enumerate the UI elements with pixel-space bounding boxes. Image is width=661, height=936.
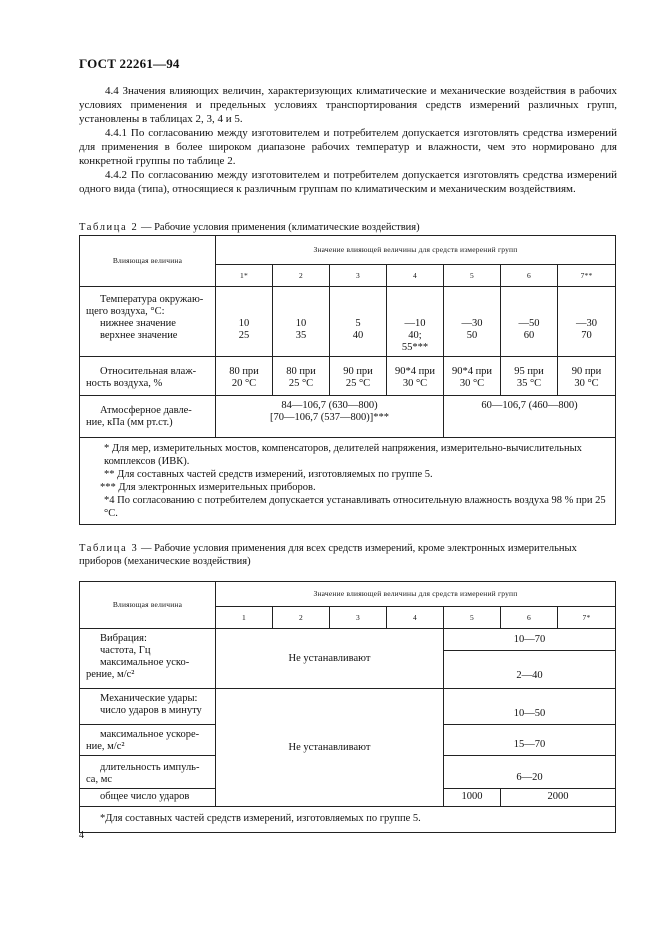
note-4: *4 По согласованию с потребителем допускается устанавливать относительную влажность воздуха 98 % при 25 °С. <box>104 495 606 519</box>
intro-text <box>79 84 617 196</box>
value: —10 <box>404 318 426 329</box>
paragraph-4-4-1: 4.4.1 По согласованию между изготовителем и потребителем допускается изготовлять средства измерений для применения в более широком диапазоне рабочих температур и влажности, чем это нормировано для конкретной группы по таблице 2. <box>79 127 617 167</box>
table2-row-humidity <box>80 357 616 396</box>
value: 90*4 при <box>394 366 436 377</box>
table3-header-param: Влияющая величина <box>80 582 216 629</box>
vibration-accel-label: максимальное уско- <box>100 657 190 668</box>
paragraph-4-4-2: 4.4.2 По согласованию между изготовителем и потребителем допускается изготовлять средства измерений одного вида (типа), относящиеся к различным группам по климатическим и механическим воздействиям. <box>79 169 617 195</box>
table3-row-shock-rate <box>80 689 616 725</box>
table2-notes <box>80 438 616 525</box>
pressure-label-line: Атмосферное давле- <box>100 405 192 416</box>
shock-total-label-line: общее число ударов <box>100 791 190 802</box>
value: 10 <box>295 318 307 329</box>
table2-group-3: 3 <box>330 265 387 287</box>
temperature-label-line: Температура окружаю- <box>100 294 204 305</box>
note-2: ** Для составных частей средств измерений, изготовляемых по группе 5. <box>104 469 433 480</box>
shock-accel-label-line: ние, м/с² <box>86 741 125 752</box>
temperature-group-5 <box>444 287 501 357</box>
value: 90*4 при <box>451 366 493 377</box>
table2-caption-label: Таблица 2 <box>79 222 139 233</box>
table2-group-5: 5 <box>444 265 501 287</box>
value: 30 °С <box>402 378 428 389</box>
value: 40 <box>352 330 364 341</box>
table2-group-2: 2 <box>273 265 330 287</box>
temperature-group-1 <box>216 287 273 357</box>
note-1: * Для мер, измерительных мостов, компенсаторов, делителей напряжения, измерительно-вычислительных комплексов (ИВК). <box>104 443 582 467</box>
humidity-label <box>80 357 216 396</box>
pressure-label <box>80 396 216 438</box>
shock-accel-value: 15—70 <box>444 725 616 756</box>
value: 25 °С <box>288 378 314 389</box>
humidity-group-1 <box>216 357 273 396</box>
pressure-label-line: ние, кПа (мм рт.ст.) <box>86 417 173 428</box>
table2-caption <box>79 221 619 234</box>
value: 20 °С <box>231 378 257 389</box>
table2-group-1: 1* <box>216 265 273 287</box>
humidity-label-line: Относительная влаж- <box>100 366 197 377</box>
shock-duration-label-line: длительность импуль- <box>100 762 200 773</box>
humidity-label-line: ность воздуха, % <box>86 378 163 389</box>
page-number: 4 <box>79 830 84 841</box>
table2-caption-text: — Рабочие условия применения (климатические воздействия) <box>138 222 420 233</box>
humidity-group-2 <box>273 357 330 396</box>
shock-title-rate-label <box>80 689 216 725</box>
table3-mechanical <box>79 581 616 833</box>
vibration-freq-value: 10—70 <box>444 629 616 651</box>
temperature-lower-label: нижнее значение <box>100 318 176 329</box>
shock-duration-label <box>80 756 216 789</box>
vibration-not-set: Не устанавливают <box>216 629 444 689</box>
table3-group-6: 6 <box>501 607 558 629</box>
table3-notes-row <box>80 807 616 833</box>
table3-caption <box>79 542 619 568</box>
temperature-group-7 <box>558 287 616 357</box>
value: 90 при <box>343 366 373 377</box>
shock-duration-label-line: са, мс <box>86 774 113 785</box>
value: 60 <box>523 330 535 341</box>
value: [70—106,7 (537—800)]*** <box>270 412 389 423</box>
value: —30 <box>576 318 597 329</box>
vibration-label <box>80 629 216 689</box>
value: 84—106,7 (630—800) <box>281 400 378 411</box>
temperature-label-line: щего воздуха, °С: <box>86 306 165 317</box>
value: 35 <box>295 330 307 341</box>
document-header: ГОСТ 22261—94 <box>79 56 180 71</box>
value: 50 <box>466 330 478 341</box>
table2-group-6: 6 <box>501 265 558 287</box>
value: 80 при <box>286 366 316 377</box>
shock-accel-label <box>80 725 216 756</box>
table3-group-7: 7* <box>558 607 616 629</box>
table3-group-3: 3 <box>330 607 387 629</box>
value: 30 °С <box>459 378 485 389</box>
shock-title: Механические удары: <box>100 693 198 704</box>
value: 5 <box>355 318 361 329</box>
vibration-accel-value: 2—40 <box>444 651 616 689</box>
shock-not-set: Не устанавливают <box>216 689 444 807</box>
value: 30 °С <box>574 378 599 389</box>
table3-note: *Для составных частей средств измерений, изготовляемых по группе 5. <box>100 813 421 824</box>
table3-header-groups: Значение влияющей величины для средств измерений групп <box>216 582 616 607</box>
value: —30 <box>461 318 483 329</box>
table3-group-1: 1 <box>216 607 273 629</box>
humidity-group-7 <box>558 357 616 396</box>
table3-group-5: 5 <box>444 607 501 629</box>
shock-total-label <box>80 789 216 807</box>
paragraph-4-4: 4.4 Значения влияющих величин, характеризующих климатические и механические воздействия в рабочих условиях применения и предельных условиях транспортирования средств измерений различных групп, установлены в таблицах 2, 3, 4 и 5. <box>79 85 617 125</box>
temperature-group-3 <box>330 287 387 357</box>
temperature-upper-label: верхнее значение <box>100 330 178 341</box>
humidity-group-6 <box>501 357 558 396</box>
pressure-groups-5-7: 60—106,7 (460—800) <box>444 396 616 438</box>
table2-header-param: Влияющая величина <box>80 236 216 287</box>
shock-duration-value: 6—20 <box>444 756 616 789</box>
table2-group-7: 7** <box>558 265 616 287</box>
shock-rate-label: число ударов в минуту <box>100 705 202 716</box>
value: 80 при <box>229 366 259 377</box>
value: 90 при <box>571 366 602 377</box>
table3-group-4: 4 <box>387 607 444 629</box>
table2-notes-row <box>80 438 616 525</box>
value: 55*** <box>401 342 429 353</box>
vibration-accel-label: рение, м/с² <box>86 669 135 680</box>
value: 40; <box>408 330 422 341</box>
table2-header-groups: Значение влияющей величины для средств измерений групп <box>216 236 616 265</box>
table2-row-pressure <box>80 396 616 438</box>
value: 70 <box>581 330 592 341</box>
humidity-group-4 <box>387 357 444 396</box>
table3-notes <box>80 807 616 833</box>
value: 95 при <box>514 366 544 377</box>
table3-caption-text: — Рабочие условия применения для всех средств измерений, кроме электронных измерительных приборов (механические воздействия) <box>79 543 577 567</box>
value: 35 °С <box>516 378 542 389</box>
table2-row-temperature <box>80 287 616 357</box>
value: 25 °С <box>345 378 371 389</box>
shock-accel-label-line: максимальное ускоре- <box>100 729 200 740</box>
temperature-group-4 <box>387 287 444 357</box>
temperature-label <box>80 287 216 357</box>
vibration-title: Вибрация: <box>100 633 147 644</box>
value: 25 <box>238 330 250 341</box>
humidity-group-3 <box>330 357 387 396</box>
table2-group-4: 4 <box>387 265 444 287</box>
temperature-group-6 <box>501 287 558 357</box>
value: —50 <box>518 318 540 329</box>
shock-total-group-5: 1000 <box>444 789 501 807</box>
vibration-freq-label: частота, Гц <box>100 645 151 656</box>
shock-total-groups-6-7: 2000 <box>501 789 616 807</box>
shock-rate-value: 10—50 <box>444 689 616 725</box>
table3-caption-label: Таблица 3 <box>79 543 139 554</box>
table3-row-vibration-freq <box>80 629 616 651</box>
note-3: *** Для электронных измерительных приборов. <box>100 482 316 493</box>
value: 10 <box>238 318 250 329</box>
temperature-group-2 <box>273 287 330 357</box>
humidity-group-5 <box>444 357 501 396</box>
pressure-groups-1-4 <box>216 396 444 438</box>
table2-climatic <box>79 235 616 525</box>
table3-group-2: 2 <box>273 607 330 629</box>
